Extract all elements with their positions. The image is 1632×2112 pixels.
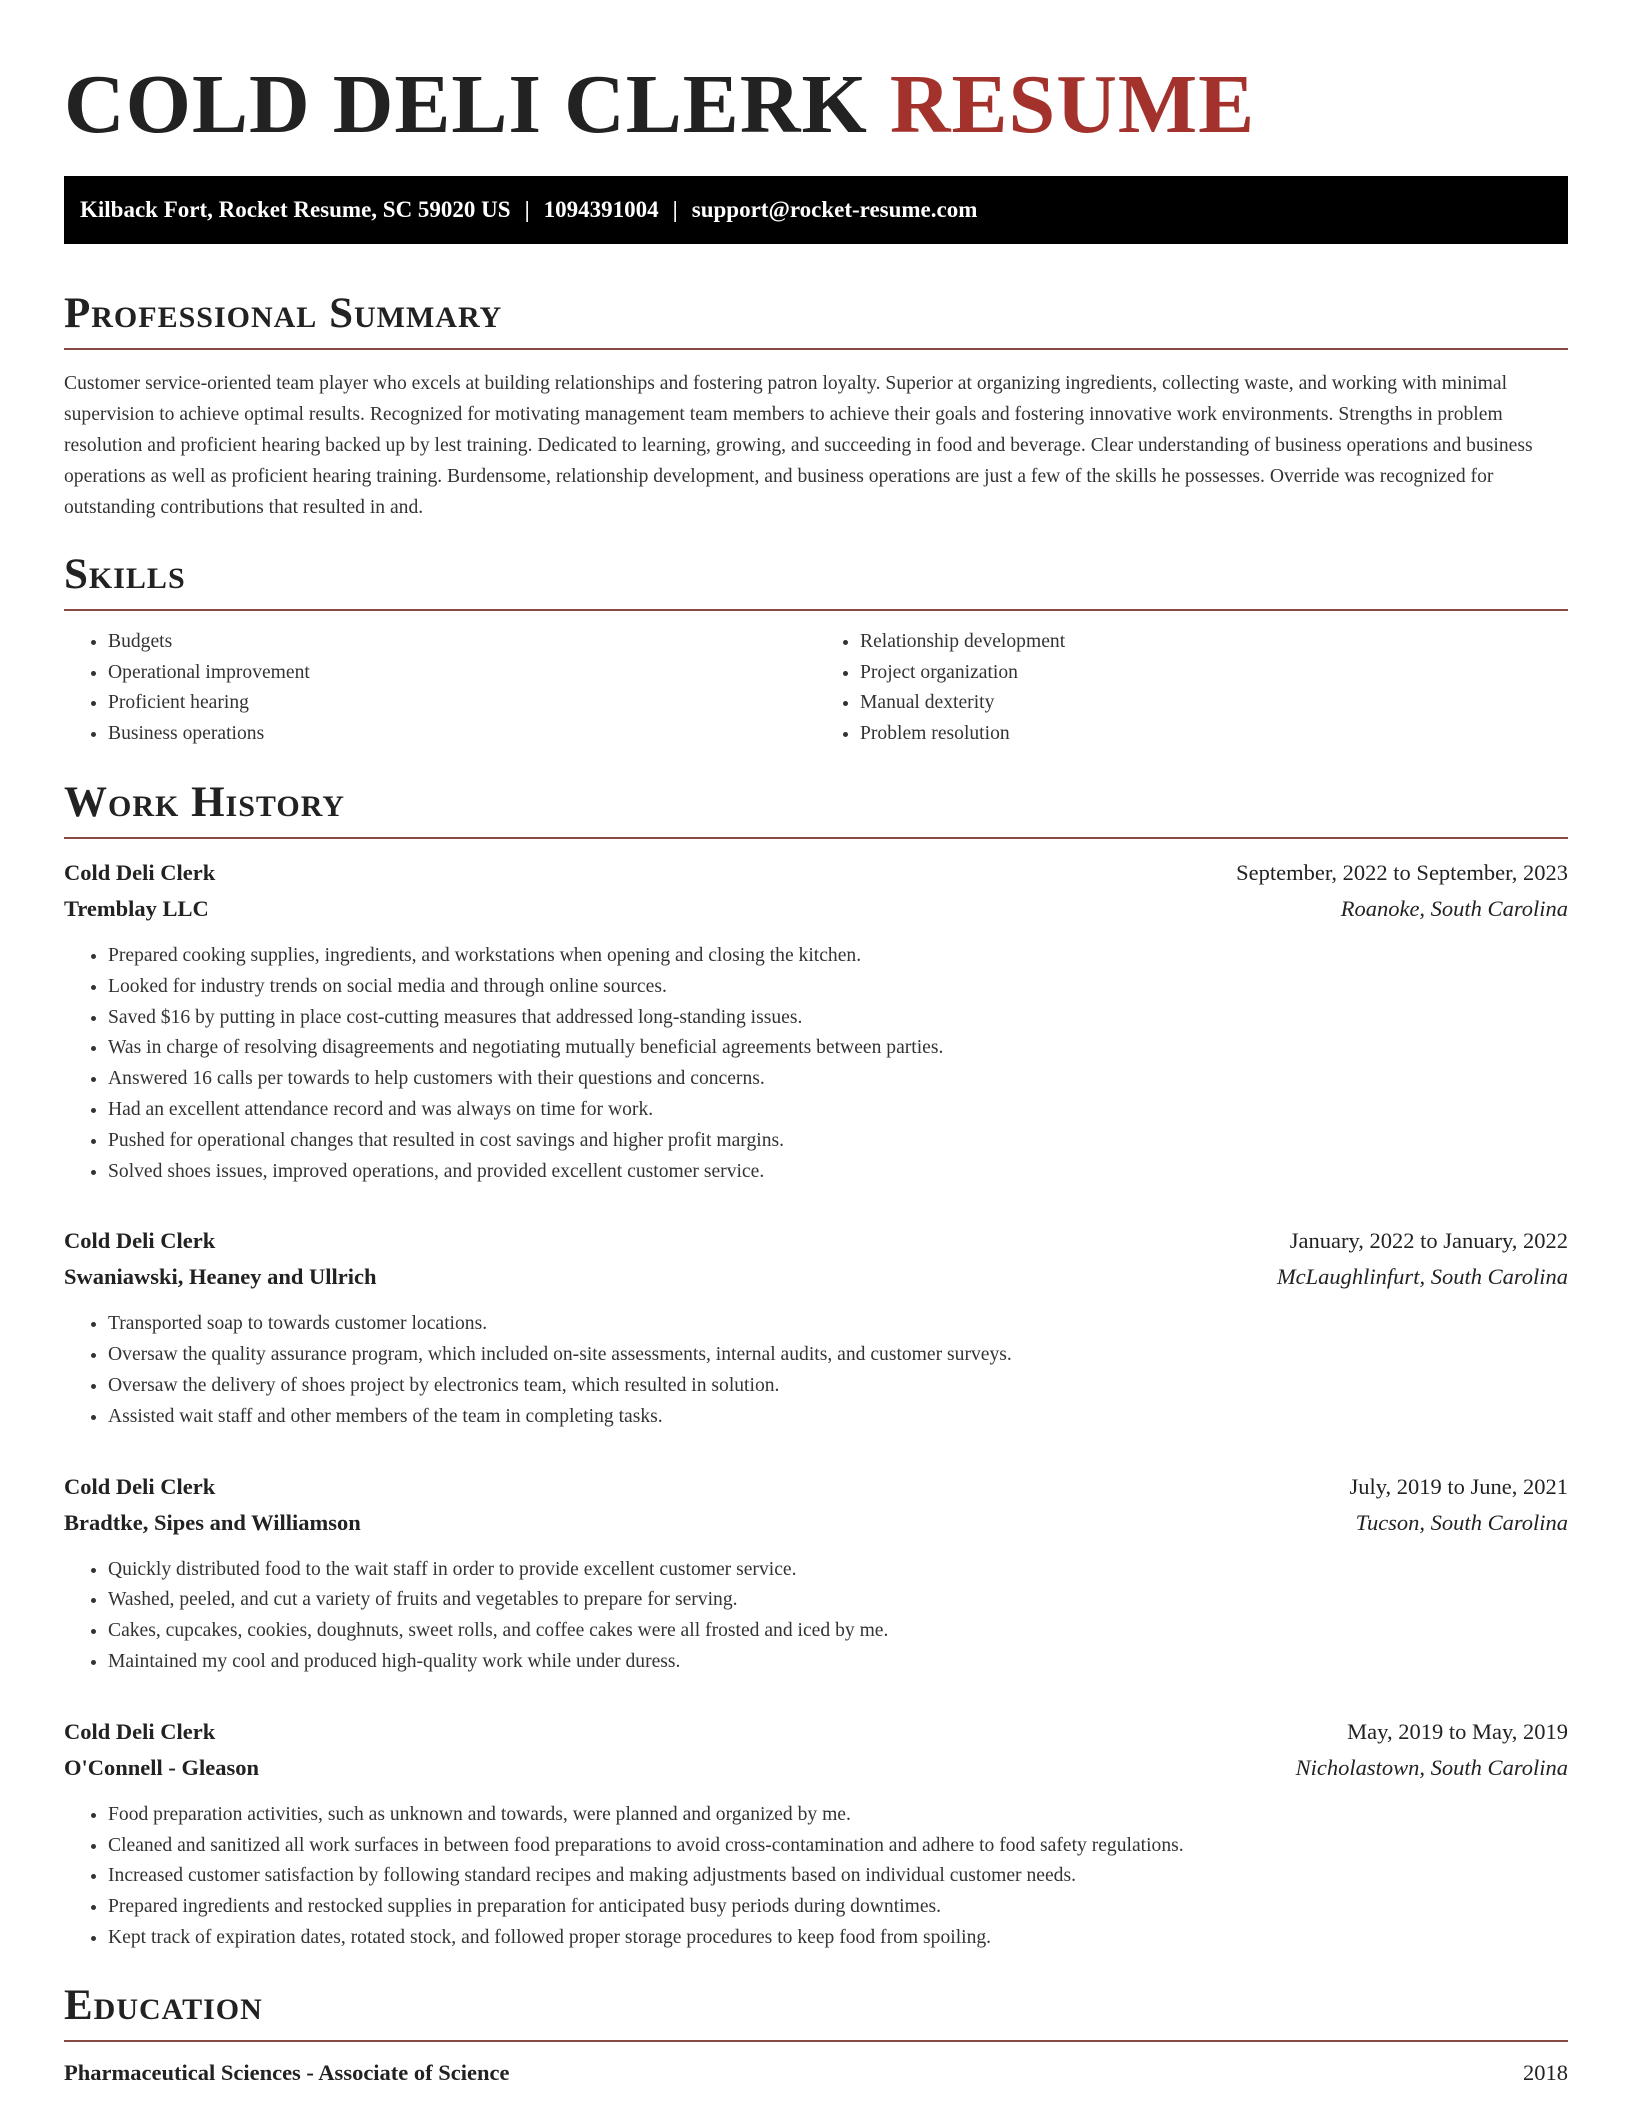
- job-bullet: • Cakes, cupcakes, cookies, doughnuts, sweet rolls, and coffee cakes were all frosted and iced by me.: [108, 1616, 1568, 1647]
- job-title: Cold Deli Clerk: [64, 860, 216, 885]
- section-divider: [64, 348, 1568, 350]
- education-section: [64, 1980, 1568, 2086]
- job-bullet: • Assisted wait staff and other members of the team in completing tasks.: [108, 1402, 1568, 1433]
- job-subheader: [64, 891, 1568, 927]
- skill-item: • Problem resolution: [860, 719, 1568, 750]
- job-bullet: • Had an excellent attendance record and was always on time for work.: [108, 1095, 1568, 1126]
- job-dates: July, 2019 to June, 2021: [1349, 1473, 1568, 1499]
- job-location: Tucson, South Carolina: [1355, 1509, 1568, 1535]
- skill-item: • Manual dexterity: [860, 688, 1568, 719]
- job-entry: [64, 1469, 1568, 1678]
- job-bullet: • Quickly distributed food to the wait staff in order to provide excellent customer service.: [108, 1555, 1568, 1586]
- skill-item: • Proficient hearing: [108, 688, 816, 719]
- skills-heading: Skills: [64, 551, 186, 598]
- skill-item: • Project organization: [860, 658, 1568, 689]
- job-subheader: [64, 1259, 1568, 1295]
- job-bullet: • Pushed for operational changes that resulted in cost savings and higher profit margins.: [108, 1126, 1568, 1157]
- contact-bar: [64, 176, 1568, 244]
- skills-list: [64, 627, 1568, 749]
- job-company: Tremblay LLC: [64, 896, 209, 921]
- skills-section: [64, 549, 1568, 749]
- job-subheader: [64, 1505, 1568, 1541]
- job-entry: [64, 1223, 1568, 1432]
- skill-item: • Operational improvement: [108, 658, 816, 689]
- job-location: Roanoke, South Carolina: [1340, 896, 1568, 921]
- job-bullet: • Cleaned and sanitized all work surfaces in between food preparations to avoid cross-contamination and adhere to food safety regulations.: [108, 1831, 1568, 1862]
- job-bullet: • Washed, peeled, and cut a variety of fruits and vegetables to prepare for serving.: [108, 1585, 1568, 1616]
- education-degree: Pharmaceutical Sciences - Associate of Science: [64, 2059, 510, 2085]
- job-bullet: • Increased customer satisfaction by following standard recipes and making adjustments based on individual customer needs.: [108, 1861, 1568, 1892]
- job-bullet: • Prepared cooking supplies, ingredients, and workstations when opening and closing the kitchen.: [108, 941, 1568, 972]
- job-bullet: • Oversaw the delivery of shoes project by electronics team, which resulted in solution.: [108, 1371, 1568, 1402]
- job-bullet: • Kept track of expiration dates, rotated stock, and followed proper storage procedures to keep food from spoiling.: [108, 1923, 1568, 1954]
- skills-column-right: [816, 627, 1568, 749]
- job-bullet: • Was in charge of resolving disagreements and negotiating mutually beneficial agreements between parties.: [108, 1033, 1568, 1064]
- job-location: Nicholastown, South Carolina: [1295, 1754, 1568, 1780]
- skill-item: • Business operations: [108, 719, 816, 750]
- job-company: Swaniawski, Heaney and Ullrich: [64, 1264, 377, 1290]
- job-dates: May, 2019 to May, 2019: [1347, 1718, 1568, 1744]
- education-heading: Education: [64, 1981, 263, 2029]
- job-company: O'Connell - Gleason: [64, 1754, 260, 1780]
- contact-separator: |: [672, 197, 678, 222]
- contact-email[interactable]: support@rocket-resume.com: [691, 197, 978, 222]
- job-header: [64, 1714, 1568, 1750]
- job-subheader: [64, 1750, 1568, 1786]
- summary-heading: Professional Summary: [64, 290, 503, 337]
- title-main: COLD DELI CLERK: [64, 58, 868, 151]
- skill-item: • Budgets: [108, 627, 816, 658]
- contact-address: Kilback Fort, Rocket Resume, SC 59020 US: [80, 197, 511, 222]
- education-year: 2018: [1523, 2059, 1568, 2085]
- education-entry: [64, 2060, 1568, 2086]
- job-location: McLaughlinfurt, South Carolina: [1276, 1264, 1568, 1290]
- job-bullet: • Saved $16 by putting in place cost-cutting measures that addressed long-standing issues.: [108, 1003, 1568, 1034]
- section-divider: [64, 837, 1568, 839]
- job-bullets: [64, 1309, 1568, 1432]
- job-bullet: • Transported soap to towards customer locations.: [108, 1309, 1568, 1340]
- job-bullet: • Maintained my cool and produced high-quality work while under duress.: [108, 1647, 1568, 1678]
- job-dates: September, 2022 to September, 2023: [1236, 860, 1568, 885]
- work-heading: Work History: [64, 779, 345, 826]
- contact-phone: 1094391004: [543, 197, 659, 222]
- job-entry: [64, 855, 1568, 1187]
- job-bullet: • Oversaw the quality assurance program, which included on-site assessments, internal audits, and customer surveys.: [108, 1340, 1568, 1371]
- job-title: Cold Deli Clerk: [64, 1228, 216, 1254]
- job-header: [64, 855, 1568, 891]
- job-bullet: • Prepared ingredients and restocked supplies in preparation for anticipated busy periods during downtimes.: [108, 1892, 1568, 1923]
- job-entry: [64, 1714, 1568, 1954]
- job-bullets: [64, 941, 1568, 1187]
- job-title: Cold Deli Clerk: [64, 1718, 216, 1744]
- skill-item: • Relationship development: [860, 627, 1568, 658]
- contact-separator: |: [524, 197, 530, 222]
- work-section: [64, 777, 1568, 1954]
- resume-title: [64, 0, 1568, 152]
- job-header: [64, 1469, 1568, 1505]
- job-bullet: • Answered 16 calls per towards to help customers with their questions and concerns.: [108, 1064, 1568, 1095]
- job-bullets: [64, 1800, 1568, 1954]
- job-dates: January, 2022 to January, 2022: [1289, 1228, 1568, 1254]
- job-bullets: [64, 1555, 1568, 1678]
- job-company: Bradtke, Sipes and Williamson: [64, 1509, 361, 1535]
- section-divider: [64, 2040, 1568, 2042]
- section-divider: [64, 609, 1568, 611]
- skills-column-left: [64, 627, 816, 749]
- job-header: [64, 1223, 1568, 1259]
- title-accent: RESUME: [889, 58, 1256, 151]
- job-bullet: • Food preparation activities, such as unknown and towards, were planned and organized by me.: [108, 1800, 1568, 1831]
- summary-section: [64, 288, 1568, 523]
- job-bullet: • Solved shoes issues, improved operations, and provided excellent customer service.: [108, 1157, 1568, 1188]
- summary-text: Customer service-oriented team player who excels at building relationships and fostering patron loyalty. Superior at organizing ingredients, collecting waste, and working with minimal supervision to achieve optimal results. Recognized for motivating management team members to achieve their goals and fostering innovative work environments. Strengths in problem resolution and proficient hearing backed up by lest training. Dedicated to learning, growing, and succeeding in food and beverage. Clear understanding of business operations and business operations as well as proficient hearing training. Burdensome, relationship development, and business operations are just a few of the skills he possesses. Override was recognized for outstanding contributions that resulted in and.: [64, 373, 1533, 518]
- job-title: Cold Deli Clerk: [64, 1473, 216, 1499]
- job-bullet: • Looked for industry trends on social media and through online sources.: [108, 972, 1568, 1003]
